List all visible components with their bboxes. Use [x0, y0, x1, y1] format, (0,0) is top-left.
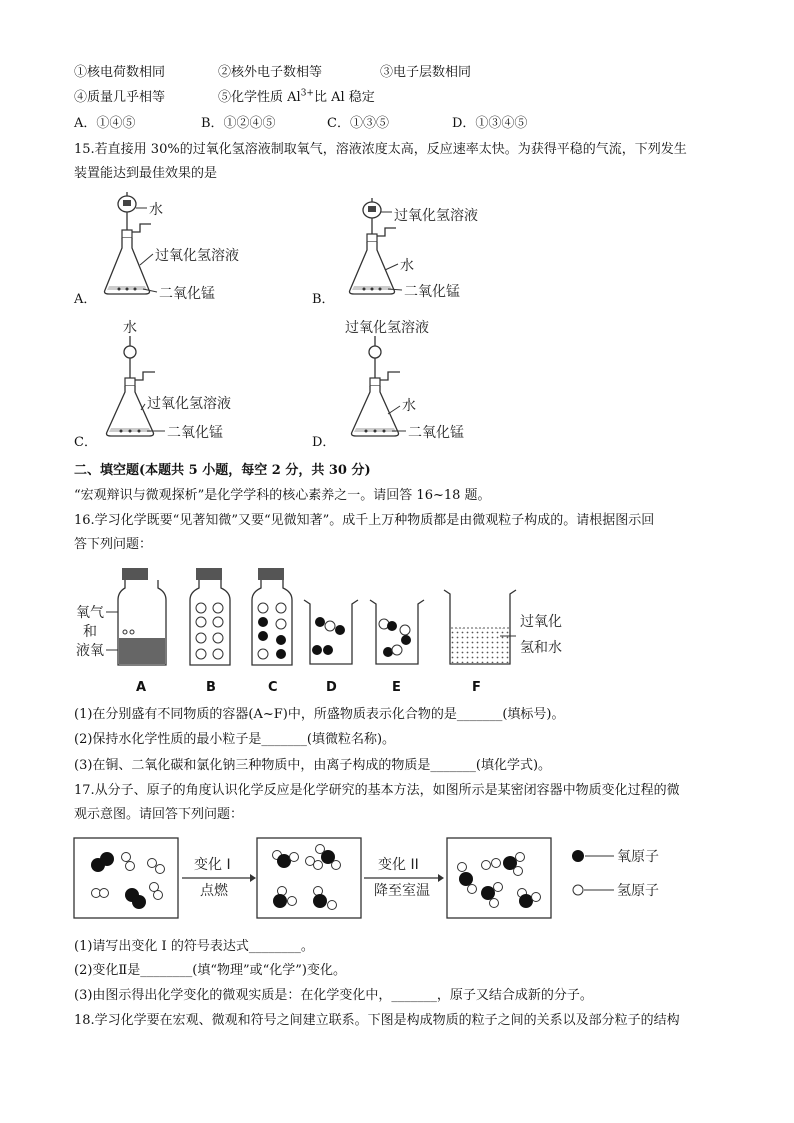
label-h2o2-1: 过氧化	[520, 614, 562, 630]
q17-reaction-figure	[74, 835, 674, 925]
q14-item-5-sup: 3+	[300, 88, 314, 99]
legend-oxygen-marker	[572, 850, 584, 862]
q14-option-c: C．①③⑤	[327, 116, 389, 131]
conical-flask	[105, 238, 150, 294]
label-change-2: 变化 II	[378, 857, 419, 873]
q18-stem-line1: 18.学习化学要在宏观、微观和符号之间建立联系。下图是构成物质的粒子之间的关系以及部分粒子的结构	[74, 1013, 680, 1028]
section-2-heading: 二、填空题(本题共 5 小题，每空 2 分，共 30 分)	[74, 463, 371, 478]
letter-c: C	[268, 680, 278, 695]
q17-stem-line2: 观示意图。请回答下列问题：	[74, 807, 244, 822]
label-h2o2: 过氧化氢溶液	[147, 396, 231, 412]
q16-sub3: (3)在铜、二氧化碳和氯化钠三种物质中，由离子构成的物质是_______(填化学式)。	[74, 758, 552, 773]
label-water: 水	[149, 202, 163, 218]
q16-sub2: (2)保持水化学性质的最小粒子是_______(填微粒名称)。	[74, 732, 396, 747]
legend-oxygen: 氧原子	[617, 849, 659, 865]
box-before	[74, 838, 178, 918]
label-and: 和	[83, 624, 97, 640]
letter-a: A	[136, 680, 147, 695]
label-h2o2: 过氧化氢溶液	[345, 320, 429, 336]
q14-item-5	[218, 89, 375, 107]
q16-sub1: (1)在分别盛有不同物质的容器(A~F)中，所盛物质表示化合物的是_______(填标号)。	[74, 707, 565, 722]
label-change-1: 变化 I	[194, 857, 231, 873]
label-liquid-oxygen: 液氧	[76, 643, 104, 659]
q16-stem-line2: 答下列问题：	[74, 537, 153, 552]
q17-sub2: (2)变化Ⅱ是________(填“物理”或“化学”)变化。	[74, 963, 346, 978]
q15-stem-line1: 15.若直接用 30%的过氧化氢溶液制取氧气，溶液浓度太高，反应速率太快。为获得平稳的气流，下列发生	[74, 142, 687, 157]
q14-option-d: D．①③④⑤	[452, 116, 528, 131]
label-mno2: 二氧化锰	[408, 425, 464, 441]
letter-b: B	[206, 680, 216, 695]
letter-f: F	[472, 680, 481, 695]
stopcock	[123, 200, 131, 206]
label-oxygen: 氧气	[76, 605, 104, 621]
q15-option-d-letter: D．	[312, 435, 336, 450]
q14-option-b: B．①②④⑤	[201, 116, 276, 131]
bottle-a-liquid	[119, 638, 165, 664]
label-h2o2: 过氧化氢溶液	[394, 208, 478, 224]
q14-item-5-post: 比 Al 稳定	[313, 90, 375, 105]
q15-stem-line2: 装置能达到最佳效果的是	[74, 166, 218, 181]
q14-item-1: ①核电荷数相同	[74, 65, 166, 80]
q17-sub3: (3)由图示得出化学变化的微观实质是：在化学变化中，_______，原子又结合成新的分子。	[74, 988, 593, 1003]
q14-option-a: A．①④⑤	[74, 116, 136, 131]
label-mno2: 二氧化锰	[167, 425, 223, 441]
label-change-2-condition: 降至室温	[374, 883, 430, 899]
q17-stem-line1: 17.从分子、原子的角度认识化学反应是化学研究的基本方法，如图所示是某密闭容器中物质变化过程的微	[74, 783, 680, 798]
q14-item-3: ③电子层数相同	[380, 65, 472, 80]
letter-e: E	[392, 680, 401, 695]
q14-item-5-pre: ⑤化学性质 Al	[218, 90, 301, 105]
label-h2o2: 过氧化氢溶液	[155, 248, 239, 264]
apparatus-c	[95, 318, 295, 448]
label-water: 水	[123, 320, 137, 336]
beaker-f-liquid	[451, 628, 509, 663]
label-change-1-condition: 点燃	[200, 883, 228, 899]
label-mno2: 二氧化锰	[404, 284, 460, 300]
q16-stem-line1: 16.学习化学既要“见著知微”又要“见微知著”。成千上万种物质都是由微观粒子构成的。请根据图示回	[74, 513, 655, 528]
q14-item-4: ④质量几乎相等	[74, 90, 166, 105]
legend-hydrogen-marker	[573, 885, 583, 895]
q15-option-c-letter: C．	[74, 435, 97, 450]
apparatus-a	[95, 190, 275, 305]
label-h2o2-2: 氢和水	[520, 640, 562, 656]
label-water: 水	[402, 398, 416, 414]
section-2-intro: “宏观辩识与微观探析”是化学学科的核心素养之一。请回答 16~18 题。	[74, 488, 491, 503]
box-middle	[257, 838, 361, 918]
q15-option-a-letter: A．	[74, 292, 97, 307]
funnel-bulb	[124, 346, 136, 358]
apparatus-b	[340, 190, 540, 305]
letter-d: D	[326, 680, 337, 695]
apparatus-d	[340, 318, 540, 448]
label-water: 水	[400, 258, 414, 274]
q17-sub1: (1)请写出变化 I 的符号表达式________。	[74, 939, 314, 954]
bottle-a-cap	[122, 568, 148, 580]
q16-containers-figure	[70, 560, 590, 700]
legend-hydrogen: 氢原子	[617, 883, 659, 899]
label-mno2: 二氧化锰	[159, 286, 215, 302]
q15-option-b-letter: B．	[312, 292, 335, 307]
q14-item-2: ②核外电子数相等	[218, 65, 323, 80]
beaker-d	[304, 600, 358, 664]
